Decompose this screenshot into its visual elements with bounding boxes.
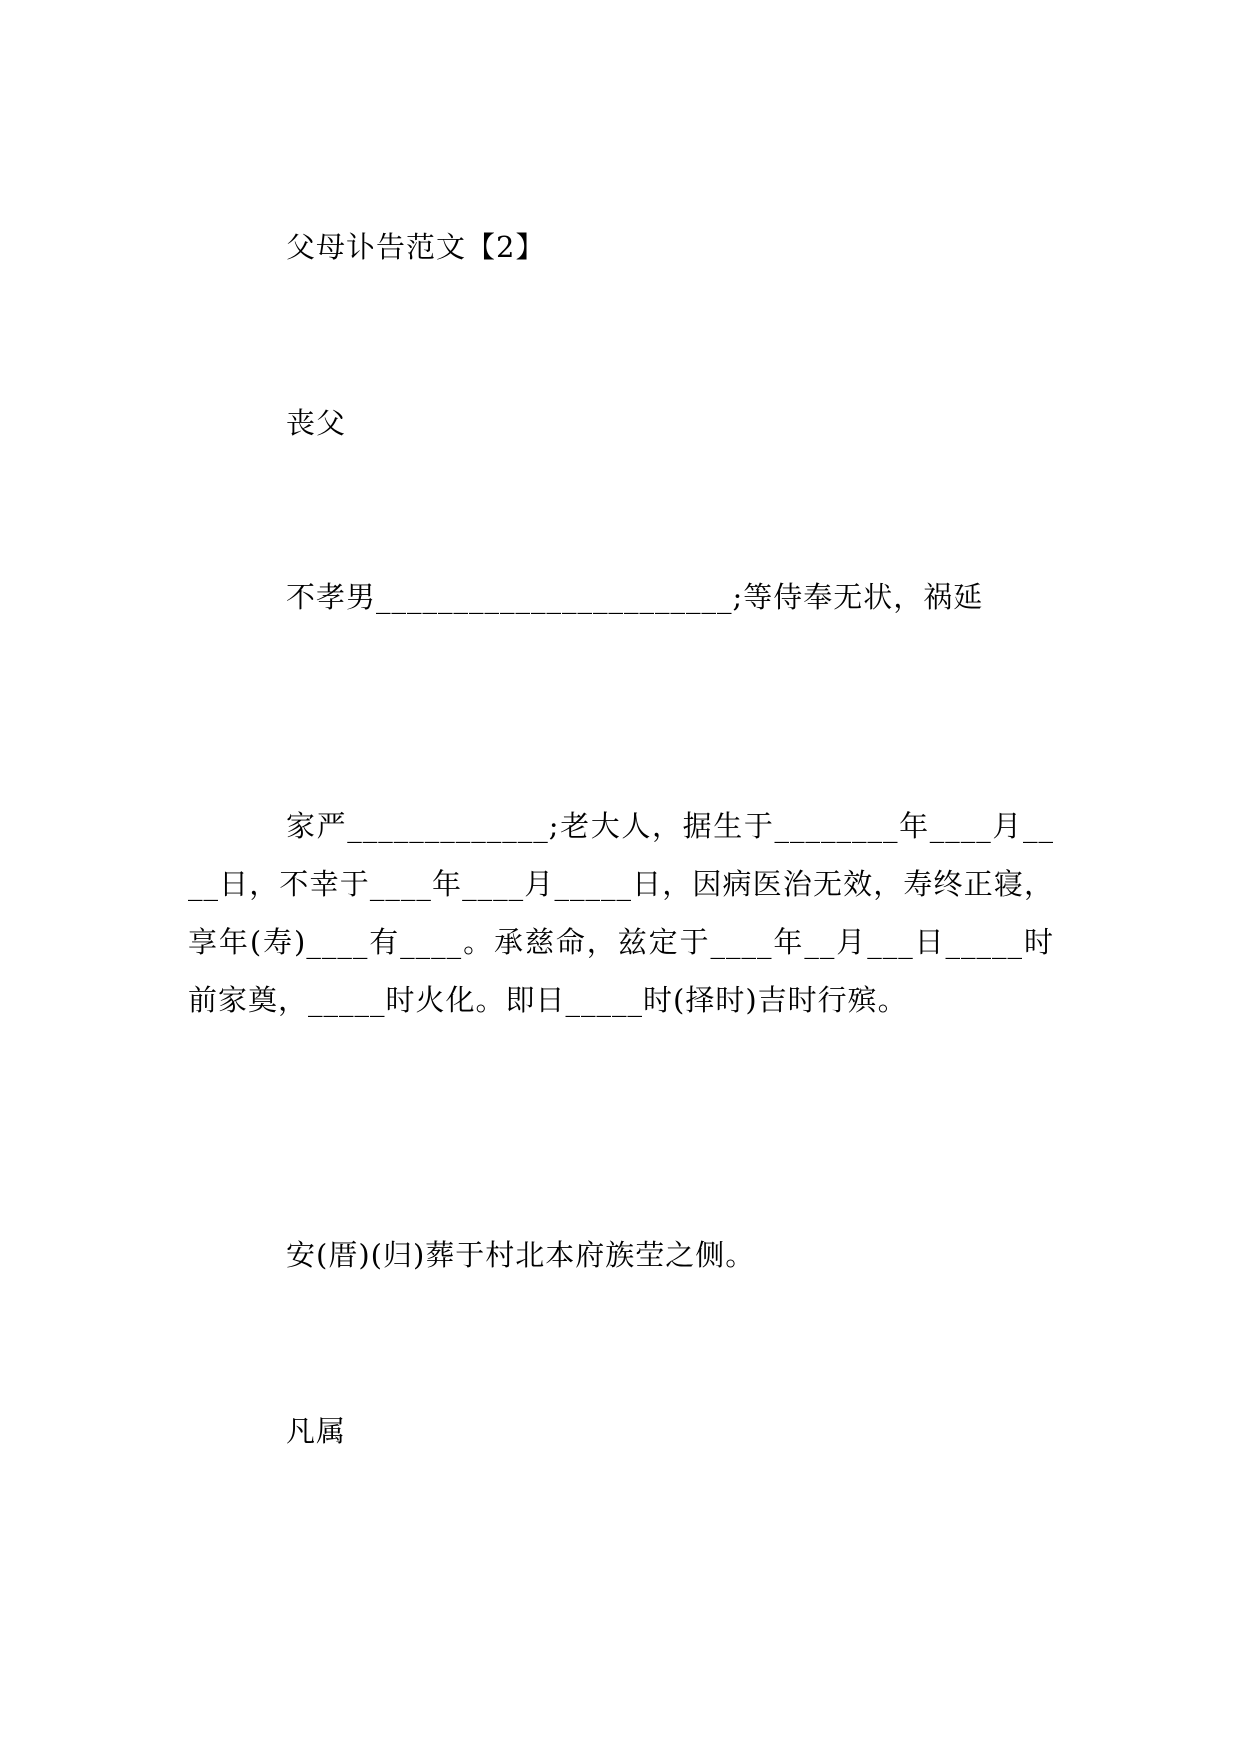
document-title: 父母讣告范文【2】 [286,230,546,264]
paragraph-deceased-father: 丧父 [286,406,347,440]
paragraph-unfilial-son: 不孝男_______________________;等侍奉无状，祸延 [286,580,984,614]
paragraph-burial: 安(厝)(归)葬于村北本府族茔之侧。 [286,1238,756,1272]
paragraph-notice-to-relatives: 凡属 [286,1414,347,1448]
paragraph-funeral-details: 家严_____________;老大人，据生于________年____月____日，不幸于____年____月_____日，因病医治无效，寿终正寝，享年(寿)____有____。承慈命，兹定于____年__月___日_____时前家奠，_____时火化。即日_____时(择时)吉时行殡。 [188,809,1054,1017]
